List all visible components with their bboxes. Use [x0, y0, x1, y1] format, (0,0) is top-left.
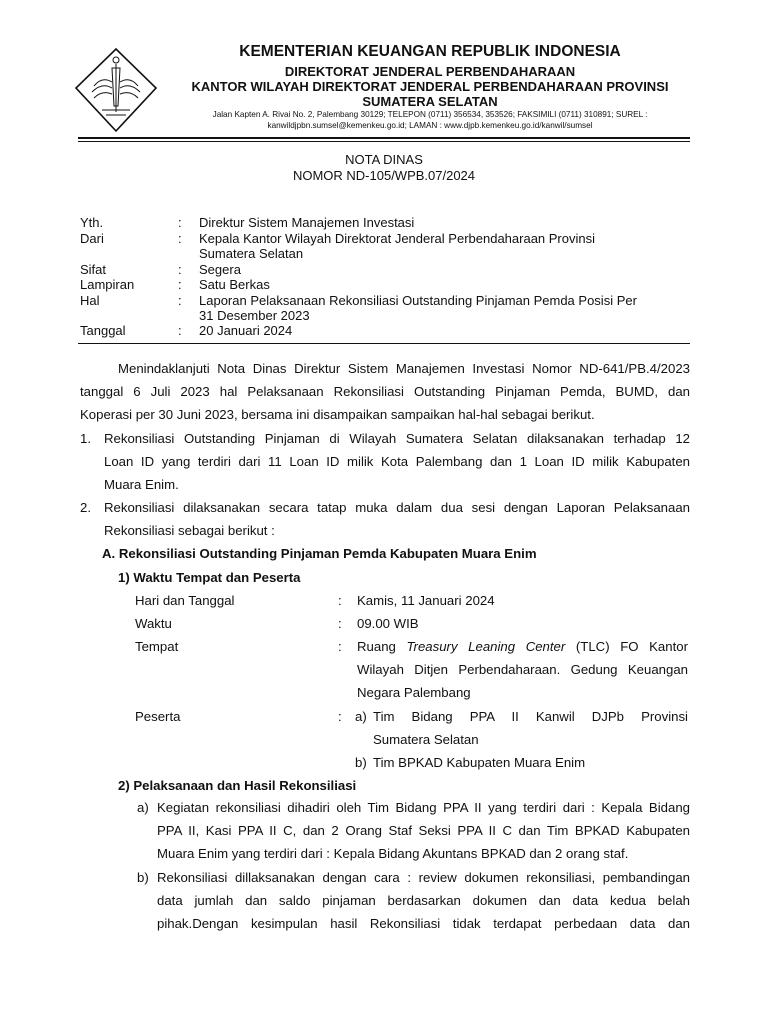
point-a-mark: a) — [137, 800, 149, 815]
peserta-b: Tim BPKAD Kabupaten Muara Enim — [373, 755, 586, 770]
meta-label-hal: Hal — [80, 293, 100, 308]
item-number: 1. — [80, 431, 91, 446]
schedule-label-waktu: Waktu — [135, 616, 172, 631]
letterhead-rule-thick — [78, 137, 690, 139]
meta-value-hal: Laporan Pelaksanaan Rekonsiliasi Outstanding Pinjaman Pemda Posisi Per — [199, 293, 637, 308]
meta-value-lampiran: Satu Berkas — [199, 277, 270, 292]
address-line: kanwildjpbn.sumsel@kemenkeu.go.id; LAMAN : www.djpb.kemenkeu.go.id/kanwil/sumsel — [267, 121, 593, 130]
ministry-name: KEMENTERIAN KEUANGAN REPUBLIK INDONESIA — [239, 43, 621, 60]
memo-number: NOMOR ND-105/WPB.07/2024 — [292, 168, 476, 183]
tempat-italic: Treasury Leaning Center — [406, 639, 566, 654]
letterhead-rule-thin — [78, 141, 690, 142]
point-a-line: Kegiatan rekonsiliasi dihadiri oleh Tim Bidang PPA II yang terdiri dari : Kepala Bidang — [157, 800, 690, 815]
meta-label-sifat: Sifat — [80, 262, 107, 277]
meta-value-hal-cont: 31 Desember 2023 — [199, 308, 310, 323]
item1-line: Rekonsiliasi Outstanding Pinjaman di Wilayah Sumatera Selatan dilaksanakan terhadap 12 — [104, 431, 690, 446]
meta-value-yth: Direktur Sistem Manajemen Investasi — [199, 215, 415, 230]
schedule-label-tempat: Tempat — [135, 639, 179, 654]
meta-value-sifat: Segera — [199, 262, 241, 277]
meta-label-yth: Yth. — [80, 215, 104, 230]
address-line: Jalan Kapten A. Rivai No. 2, Palembang 30129; TELEPON (0711) 356534, 353526; FAKSIMILI (0711) 310891; SUREL : — [212, 110, 648, 119]
subsection-2-heading: 2) Pelaksanaan dan Hasil Rekonsiliasi — [118, 778, 357, 793]
point-b-line: data jumlah dan saldo pinjaman berdasarkan dokumen dan data kedua belah — [157, 893, 690, 908]
meta-colon: : — [178, 323, 182, 338]
item2-line: Rekonsiliasi sebagai berikut : — [104, 523, 275, 538]
meta-colon: : — [178, 293, 182, 308]
schedule-label-peserta: Peserta — [135, 709, 181, 724]
point-b-line: pihak.Dengan kesimpulan hasil Rekonsiliasi tidak terdapat perbedaan data dan — [157, 916, 690, 931]
meta-colon: : — [178, 277, 182, 292]
schedule-value-waktu: 09.00 WIB — [357, 616, 419, 631]
subsection-1-heading: 1) Waktu Tempat dan Peserta — [118, 570, 301, 585]
schedule-value-tempat — [357, 635, 688, 658]
office-name: KANTOR WILAYAH DIREKTORAT JENDERAL PERBENDAHARAAN PROVINSI — [191, 79, 669, 94]
schedule-label-hari: Hari dan Tanggal — [135, 593, 235, 608]
directorate-name: DIREKTORAT JENDERAL PERBENDAHARAAN — [284, 64, 576, 79]
meta-label-tanggal: Tanggal — [80, 323, 126, 338]
item1-line: Muara Enim. — [104, 477, 179, 492]
item1-line: Loan ID yang terdiri dari 11 Loan ID milik Kota Palembang dan 1 Loan ID milik Kabupaten — [104, 454, 690, 469]
intro-line: Menindaklanjuti Nota Dinas Direktur Sistem Manajemen Investasi Nomor ND-641/PB.4/2023 — [118, 361, 690, 376]
memo-type: NOTA DINAS — [345, 152, 423, 167]
schedule-value-tempat-cont: Negara Palembang — [357, 685, 471, 700]
province-name: SUMATERA SELATAN — [362, 94, 498, 109]
meta-colon: : — [178, 215, 182, 230]
peserta-a: Tim Bidang PPA II Kanwil DJPb Provinsi — [373, 709, 688, 724]
meta-colon: : — [178, 262, 182, 277]
point-b-line: Rekonsiliasi dillaksanakan dengan cara : review dokumen rekonsiliasi, pembandingan — [157, 870, 690, 885]
schedule-colon: : — [338, 593, 342, 608]
point-a-line: Muara Enim yang terdiri dari : Kepala Bidang Akuntans BPKAD dan 2 orang staf. — [157, 846, 629, 861]
schedule-colon: : — [338, 639, 342, 654]
meta-label-lampiran: Lampiran — [80, 277, 135, 292]
point-a-line: PPA II, Kasi PPA II C, dan 2 Orang Staf Seksi PPA II C dan Tim BPKAD Kabupaten — [157, 823, 690, 838]
tempat-prefix: Ruang — [357, 639, 407, 654]
item-number: 2. — [80, 500, 91, 515]
meta-label-dari: Dari — [80, 231, 104, 246]
intro-line: Koperasi per 30 Juni 2023, bersama ini disampaikan sampaikan hal-hal sebagai berikut. — [80, 407, 595, 422]
peserta-a-cont: Sumatera Selatan — [373, 732, 479, 747]
meta-value-tanggal: 20 Januari 2024 — [199, 323, 293, 338]
schedule-value-tempat-cont: Wilayah Ditjen Perbendaharaan. Gedung Keuangan — [357, 662, 688, 677]
schedule-value-hari: Kamis, 11 Januari 2024 — [357, 593, 495, 608]
peserta-a-mark: a) — [355, 709, 367, 724]
item2-line: Rekonsiliasi dilaksanakan secara tatap muka dalam dua sesi dengan Laporan Pelaksanaan — [104, 500, 690, 515]
meta-value-dari: Kepala Kantor Wilayah Direktorat Jenderal Perbendaharaan Provinsi — [199, 231, 595, 246]
point-b-mark: b) — [137, 870, 149, 885]
schedule-colon: : — [338, 616, 342, 631]
meta-separator — [78, 343, 690, 344]
address-block — [166, 109, 694, 131]
meta-value-dari-cont: Sumatera Selatan — [199, 246, 304, 261]
intro-line: tanggal 6 Juli 2023 hal Pelaksanaan Rekonsiliasi Outstanding Pinjaman Pemda, BUMD, dan — [80, 384, 690, 399]
kemenkeu-logo — [72, 46, 160, 134]
section-a-heading: A. Rekonsiliasi Outstanding Pinjaman Pemda Kabupaten Muara Enim — [102, 546, 537, 561]
schedule-colon: : — [338, 709, 342, 724]
tempat-suffix: (TLC) FO Kantor — [565, 639, 688, 654]
meta-colon: : — [178, 231, 182, 246]
peserta-b-mark: b) — [355, 755, 367, 770]
